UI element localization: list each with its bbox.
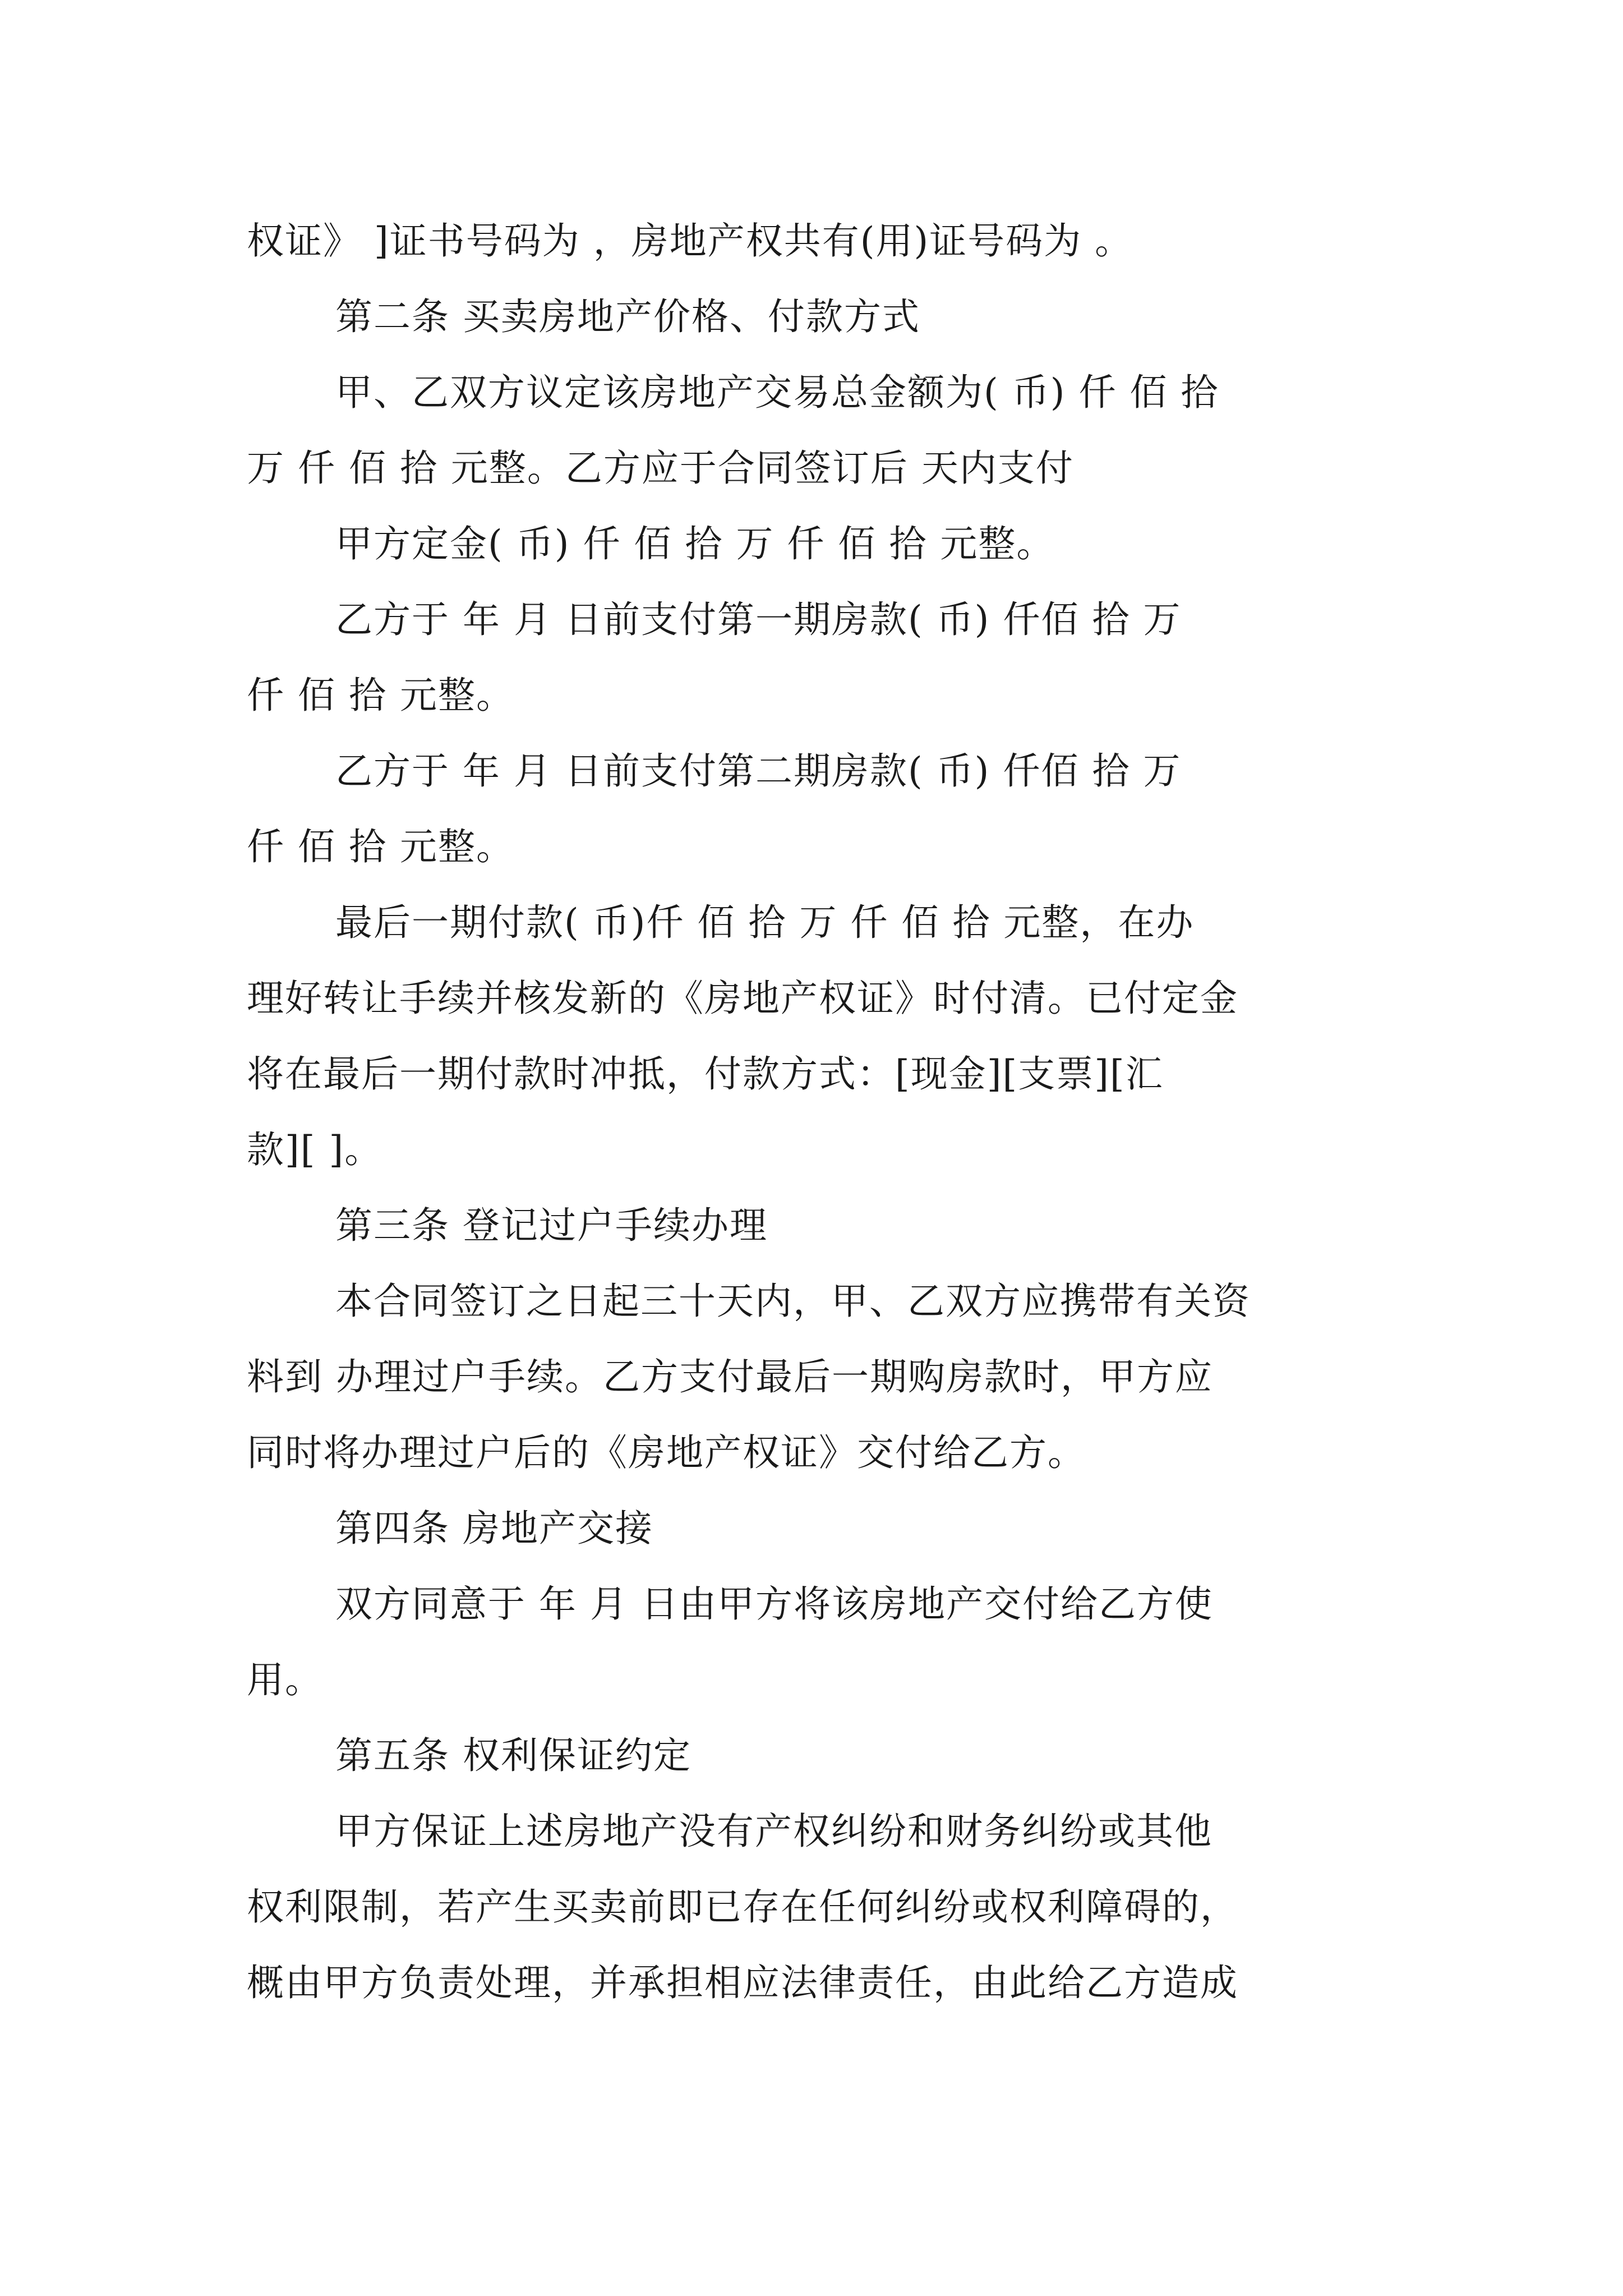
text-line-18: 第四条 房地产交接 — [335, 1507, 653, 1550]
text-line-19: 双方同意于 年 月 日由甲方将该房地产交付给乙方使 — [335, 1582, 1213, 1626]
text-line-3: 甲、乙双方议定该房地产交易总金额为( 币) 仟 佰 拾 — [335, 371, 1219, 414]
text-line-24: 概由甲方负责处理，并承担相应法律责任，由此给乙方造成 — [247, 1961, 1238, 2004]
text-line-15: 本合同签订之日起三十天内，甲、乙双方应携带有关资 — [335, 1280, 1251, 1323]
text-line-12: 将在最后一期付款时冲抵，付款方式：[现金][支票][汇 — [247, 1052, 1164, 1096]
text-line-10: 最后一期付款( 币)仟 佰 拾 万 仟 佰 拾 元整，在办 — [335, 901, 1195, 944]
text-line-22: 甲方保证上述房地产没有产权纠纷和财务纠纷或其他 — [335, 1810, 1212, 1853]
text-line-7: 仟 佰 拾 元整。 — [247, 674, 514, 717]
text-line-2: 第二条 买卖房地产价格、付款方式 — [335, 295, 920, 338]
text-line-9: 仟 佰 拾 元整。 — [247, 825, 514, 868]
text-line-20: 用。 — [247, 1658, 323, 1701]
text-line-14: 第三条 登记过户手续办理 — [335, 1204, 768, 1247]
text-line-1: 权证》 ]证书号码为 ，房地产权共有(用)证号码为 。 — [247, 219, 1133, 263]
text-line-5: 甲方定金( 币) 仟 佰 拾 万 仟 佰 拾 元整。 — [335, 522, 1055, 565]
text-line-21: 第五条 权利保证约定 — [335, 1734, 691, 1777]
text-line-17: 同时将办理过户后的《房地产权证》交付给乙方。 — [247, 1431, 1086, 1474]
text-line-13: 款][ ]。 — [247, 1128, 383, 1171]
text-line-11: 理好转让手续并核发新的《房地产权证》时付清。已付定金 — [247, 977, 1238, 1020]
text-line-8: 乙方于 年 月 日前支付第二期房款( 币) 仟佰 拾 万 — [335, 749, 1182, 793]
text-line-16: 料到 办理过户手续。乙方支付最后一期购房款时，甲方应 — [247, 1355, 1213, 1398]
text-line-23: 权利限制，若产生买卖前即已存在任何纠纷或权利障碍的， — [247, 1885, 1238, 1929]
text-line-6: 乙方于 年 月 日前支付第一期房款( 币) 仟佰 拾 万 — [335, 598, 1182, 641]
text-line-4: 万 仟 佰 拾 元整。乙方应于合同签订后 天内支付 — [247, 447, 1074, 490]
